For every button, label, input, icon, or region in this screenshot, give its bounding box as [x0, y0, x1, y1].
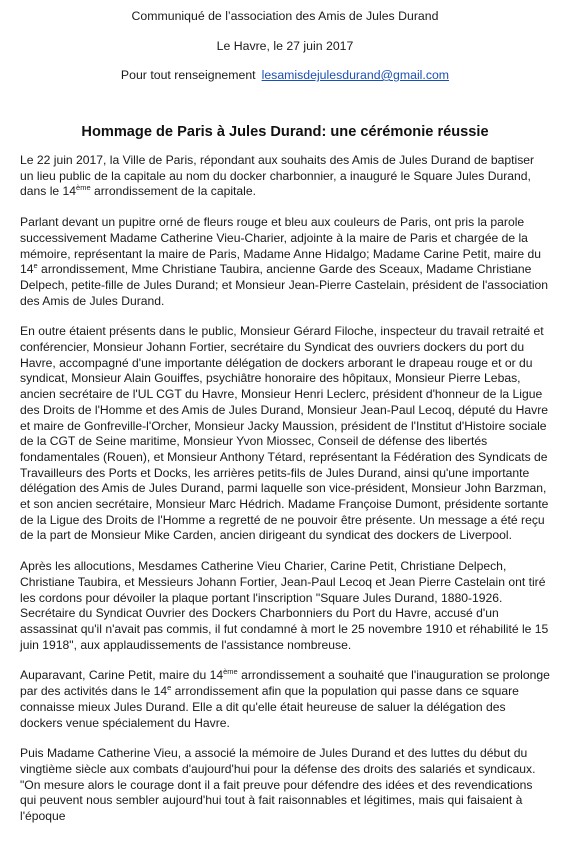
- paragraph-text: Après les allocutions, Mesdames Catherine Vieu Charier, Carine Petit, Christiane Delpech, Christiane Taubira, et Messieurs Johann Fortier, Jean-Paul Lecoq et Jean Pierre Castelain ont tiré les cordons pour dévoiler la plaque portant l'inscription "Square Jules Durand, 1880-1926. Secrétaire du Syndicat Ouvrier des Dockers Charbonniers du Port du Havre, accusé d'un assassinat qu'il n'avait pas commis, il fut condamné à mort le 25 novembre 1910 et réhabilité le 15 juin 1918", aux applaudissements de l'assistance nombreuse.: [20, 559, 549, 652]
- paragraph-text: Le 22 juin 2017, la Ville de Paris, répondant aux souhaits des Amis de Jules Durand de baptiser un lieu public de la capitale au nom du docker charbonnier, a inauguré le Square Jules Durand, dans le 14: [20, 153, 535, 199]
- paragraph-text: En outre étaient présents dans le public, Monsieur Gérard Filoche, inspecteur du travail retraité et conférencier, Monsieur Johann Fortier, secrétaire du Syndicat des ouvriers dockers du port du Havre, accompagné d'une importante délégation de dockers arborant le drapeau rouge et or du syndicat, Monsieur Alain Gouiffes, psychiâtre honoraire des hôpitaux, Monsieur Pierre Lebas, ancien secrétaire de l'UL CGT du Havre, Monsieur Henri Leclerc, président d'honneur de la Ligue des Droits de l'Homme et des Amis de Jules Durand, Monsieur Jean-Paul Lecoq, député du Havre et maire de Gonfreville-l'Orcher, Monsieur Jacky Maussion, président de l'Institut d'Histoire sociale de la CGT de Seine maritime, Monsieur Yvon Miossec, Conseil de défense des libertés fondamentales (Rouen), et Monsieur Anthony Tétard, représentant la Fédération des Syndicats de Travailleurs des Ports et Docks, les arrières petits-fils de Jules Durand, ainsi qu'une importante délégation des Amis de Jules Durand, parmi laquelle son vice-président, Monsieur John Barzman, et son ancien secrétaire, Monsieur Marc Hédrich. Madame Françoise Dumont, présidente sortante de la Ligue des Droits de l'Homme a regretté de ne pouvoir être présente. Un message a été reçu de la part de Monsieur Mike Carden, ancien dirigeant du syndicat des dockers de Liverpool.: [20, 324, 549, 543]
- paragraph-4: [20, 559, 550, 653]
- paragraph-text: arrondissement afin que la population qui passe dans ce square connaisse mieux Jules Durand. Elle a dit qu'elle était heureuse de saluer la délégation des dockers venue spécialement du Havre.: [20, 684, 519, 730]
- paragraph-6: [20, 746, 550, 825]
- paragraph-3: [20, 324, 550, 544]
- paragraph-text: Puis Madame Catherine Vieu, a associé la mémoire de Jules Durand et des luttes du début du vingtième siècle aux combats d'aujourd'hui pour la défense des droits des salariés et syndicaux. "On mesure alors le courage dont il a fait preuve pour défendre des idées et des revendications qui peuvent nous sembler aujourd'hui tout à fait raisonnables et légitimes, mais qui faisaient à l'époque: [20, 746, 536, 824]
- contact-email-link[interactable]: lesamisdejulesdurand@gmail.com: [261, 68, 450, 82]
- date-line: Le Havre, le 27 juin 2017: [216, 39, 354, 53]
- ordinal-superscript: ème: [76, 183, 91, 193]
- paragraph-text: arrondissement de la capitale.: [90, 184, 256, 199]
- paragraph-text: arrondissement, Mme Christiane Taubira, ancienne Garde des Sceaux, Madame Christiane Delpech, petite-fille de Jules Durand; et Monsieur Jean-Pierre Castelain, président de l'association des Amis de Jules Durand.: [20, 262, 549, 308]
- ordinal-superscript: e: [167, 683, 172, 693]
- paragraph-text: Parlant devant un pupitre orné de fleurs rouge et bleu aux couleurs de Paris, ont pris la parole successivement Madame Catherine Vieu-Charier, adjointe à la maire de Paris et chargée de la mémoire, représentant la maire de Paris, Madame Anne Hidalgo; Madame Carine Petit, maire du 14: [20, 215, 541, 277]
- paragraph-2: [20, 215, 550, 309]
- paragraph-5: [20, 668, 550, 731]
- communique-heading: Communiqué de l’association des Amis de Jules Durand: [131, 9, 439, 23]
- contact-label: Pour tout renseignement: [120, 68, 256, 82]
- paragraph-text: Auparavant, Carine Petit, maire du 14: [20, 668, 224, 683]
- paragraph-1: [20, 153, 550, 200]
- ordinal-superscript: ème: [223, 667, 238, 677]
- ordinal-superscript: e: [33, 261, 38, 271]
- paragraph-text: arrondissement a souhaité que l'inauguration se prolonge par des activités dans le 14: [20, 668, 550, 699]
- article-title: Hommage de Paris à Jules Durand: une cérémonie réussie: [81, 124, 489, 140]
- contact-line: [20, 67, 550, 83]
